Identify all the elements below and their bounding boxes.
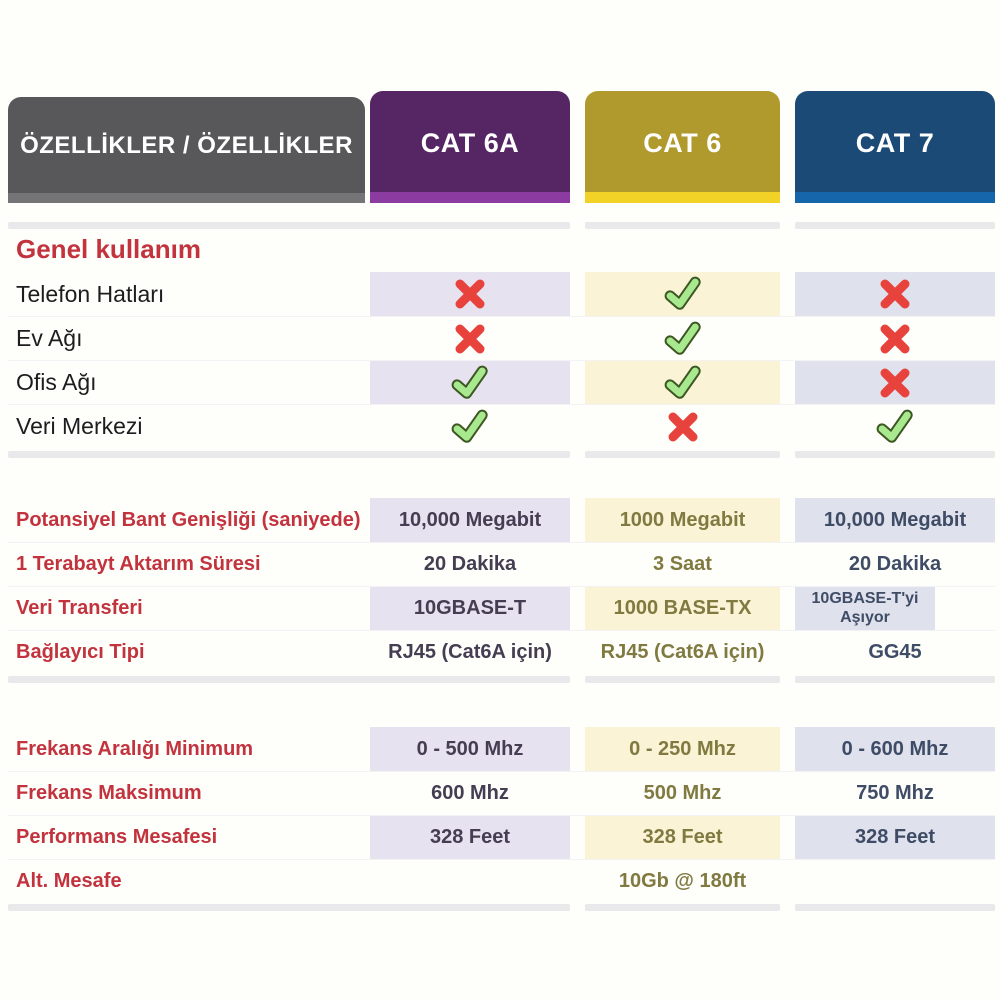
value-cell: 0 - 500 Mhz bbox=[370, 727, 570, 771]
cross-icon bbox=[453, 278, 487, 310]
value-cell: RJ45 (Cat6A için) bbox=[388, 641, 552, 663]
value-cell: 600 Mhz bbox=[431, 782, 509, 804]
table-row bbox=[8, 404, 995, 448]
row-label: Veri Transferi bbox=[16, 597, 143, 619]
value-cell bbox=[370, 361, 570, 404]
value-cell: 10,000 Megabit bbox=[795, 498, 995, 542]
value-cell: 20 Dakika bbox=[423, 553, 517, 575]
value-cell bbox=[795, 317, 995, 360]
spec-rows bbox=[8, 498, 995, 674]
value-cell: 3 Saat bbox=[653, 553, 712, 575]
table-row bbox=[8, 586, 995, 630]
check-icon bbox=[449, 363, 491, 402]
tab-cat7 bbox=[795, 91, 995, 203]
section-divider bbox=[8, 451, 995, 458]
cross-icon bbox=[878, 278, 912, 310]
value-cell: 328 Feet bbox=[370, 816, 570, 859]
cat6-header-label: CAT 6 bbox=[643, 127, 722, 158]
usage-rows bbox=[8, 272, 995, 448]
tab-cat6 bbox=[585, 91, 780, 203]
tab-cat6a bbox=[370, 91, 570, 203]
tab-underline bbox=[8, 193, 365, 203]
value-cell: 10GBASE-T bbox=[370, 587, 570, 630]
cross-icon bbox=[878, 323, 912, 355]
value-cell: 10Gb @ 180ft bbox=[618, 870, 747, 892]
row-label: Veri Merkezi bbox=[16, 413, 143, 439]
value-cell bbox=[795, 272, 995, 316]
row-label: Bağlayıcı Tipi bbox=[16, 641, 145, 663]
table-row bbox=[8, 272, 995, 316]
value-cell: 20 Dakika bbox=[848, 553, 942, 575]
value-cell bbox=[370, 860, 570, 903]
value-cell: 10,000 Megabit bbox=[370, 498, 570, 542]
table-row bbox=[8, 859, 995, 903]
value-cell: GG45 bbox=[868, 641, 922, 663]
cat7-header-label: CAT 7 bbox=[855, 127, 935, 158]
row-label: Ev Ağı bbox=[16, 325, 83, 351]
value-cell bbox=[370, 405, 570, 448]
row-label: Ofis Ağı bbox=[16, 369, 97, 395]
value-cell bbox=[795, 405, 995, 448]
value-cell: 500 Mhz bbox=[643, 782, 722, 804]
row-label: Potansiyel Bant Genişliği (saniyede) bbox=[16, 508, 361, 531]
table-row bbox=[8, 771, 995, 815]
check-icon bbox=[661, 319, 703, 358]
tab-underline bbox=[585, 192, 780, 203]
value-cell: 1000 Megabit bbox=[585, 498, 780, 542]
row-label: Performans Mesafesi bbox=[16, 826, 218, 848]
value-cell: 0 - 250 Mhz bbox=[585, 727, 780, 771]
value-cell bbox=[585, 405, 780, 448]
tab-features bbox=[8, 97, 365, 203]
value-cell bbox=[370, 317, 570, 360]
value-cell bbox=[585, 361, 780, 404]
section-divider bbox=[8, 904, 995, 911]
check-icon bbox=[449, 407, 491, 446]
value-cell: 0 - 600 Mhz bbox=[795, 727, 995, 771]
row-label: Frekans Aralığı Minimum bbox=[16, 737, 254, 760]
value-cell bbox=[370, 272, 570, 316]
value-cell bbox=[795, 361, 995, 404]
table-row bbox=[8, 498, 995, 542]
cross-icon bbox=[453, 323, 487, 355]
cat6a-header-label: CAT 6A bbox=[420, 127, 520, 158]
row-label: Frekans Maksimum bbox=[16, 782, 202, 804]
features-header-label: ÖZELLİKLER / ÖZELLİKLER bbox=[20, 132, 353, 159]
table-row bbox=[8, 727, 995, 771]
frequency-rows bbox=[8, 727, 995, 903]
check-icon bbox=[874, 407, 916, 446]
table-row bbox=[8, 815, 995, 859]
value-cell: 328 Feet bbox=[795, 816, 995, 859]
cross-icon bbox=[878, 367, 912, 399]
value-cell: RJ45 (Cat6A için) bbox=[600, 641, 765, 663]
value-cell: 10GBASE-T'yi Aşıyor bbox=[795, 587, 935, 630]
header-tabs bbox=[8, 91, 995, 203]
value-cell: 750 Mhz bbox=[856, 782, 934, 804]
table-row bbox=[8, 316, 995, 360]
table-row bbox=[8, 542, 995, 586]
table-row bbox=[8, 630, 995, 674]
table-row bbox=[8, 360, 995, 404]
tab-underline bbox=[795, 192, 995, 203]
value-cell: 328 Feet bbox=[585, 816, 780, 859]
section-heading-general-use: Genel kullanım bbox=[16, 234, 201, 264]
value-cell bbox=[585, 272, 780, 316]
cross-icon bbox=[666, 411, 700, 443]
row-label: Alt. Mesafe bbox=[16, 870, 122, 892]
section-divider bbox=[8, 222, 995, 229]
value-cell: 1000 BASE-TX bbox=[585, 587, 780, 630]
value-cell bbox=[585, 317, 780, 360]
row-label: 1 Terabayt Aktarım Süresi bbox=[16, 553, 261, 575]
check-icon bbox=[661, 363, 703, 402]
value-cell bbox=[795, 860, 995, 903]
tab-underline bbox=[370, 192, 570, 203]
row-label: Telefon Hatları bbox=[16, 280, 165, 307]
section-divider bbox=[8, 676, 995, 683]
check-icon bbox=[661, 275, 703, 314]
